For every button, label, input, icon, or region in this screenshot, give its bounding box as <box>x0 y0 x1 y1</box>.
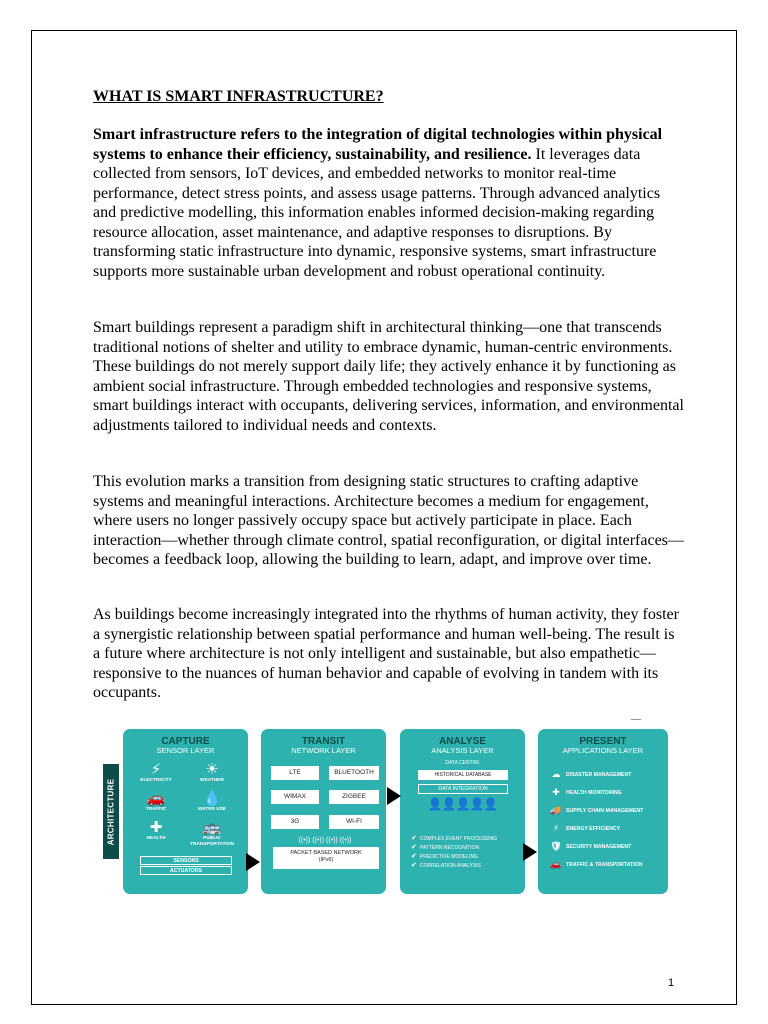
sensors-box: SENSORS <box>140 856 232 865</box>
page-number: 1 <box>668 977 675 989</box>
protocol-bluetooth: BLUETOOTH <box>329 766 379 780</box>
health-icon: ✚ HEALTH <box>146 819 166 841</box>
protocol-wimax: WIMAX <box>271 790 319 804</box>
app-security-management: 🛡 SECURITY MANAGEMENT <box>550 841 632 851</box>
transit-panel <box>261 729 386 894</box>
protocol-wifi: WI-FI <box>329 815 379 829</box>
protocol-lte: LTE <box>271 766 319 780</box>
analyse-subtitle: ANALYSIS LAYER <box>431 746 494 755</box>
capture-subtitle: SENSOR LAYER <box>156 746 215 755</box>
intro-bold-text: Smart infrastructure refers to the integration of digital technologies within physical systems to enhance their efficiency, sustainability, and resilience. <box>93 126 663 163</box>
actuators-box: ACTUATORS <box>140 866 232 875</box>
app-disaster-management: ☁ DISASTER MANAGEMENT <box>549 769 631 780</box>
app-health-monitoring: ✚ HEALTH MONITORING <box>549 787 622 798</box>
water-use-icon: 💧 WATER USE <box>197 790 227 812</box>
disaster-icon: ☁ <box>551 769 561 779</box>
app-energy-efficiency: ⚡ ENERGY EFFICIENCY <box>549 823 620 834</box>
traffic-icon: 🚗 TRAFFIC <box>145 790 167 812</box>
protocol-3g: 3G <box>271 815 319 829</box>
check-pattern-recognition: ✔ PATTERN RECOGNITION <box>411 844 480 851</box>
packet-network-box: PACKET BASED NETWORK (IPv6) <box>273 847 379 869</box>
present-panel <box>538 729 668 894</box>
check-complex-event: ✔ COMPLEX EVENT PROCESSING <box>411 835 498 842</box>
electricity-icon: ⚡ ELECTRICITY <box>140 761 172 783</box>
transit-subtitle: NETWORK LAYER <box>291 746 356 755</box>
arrow-analyse-to-present <box>523 843 537 861</box>
people-network-icon: 👤👤👤👤👤 <box>427 797 498 811</box>
arrow-transit-to-analyse <box>387 787 401 805</box>
data-centre-label: DATA CENTRE <box>445 760 480 766</box>
capture-title: CAPTURE <box>161 736 210 747</box>
architecture-side-label: ARCHITECTURE <box>103 764 119 859</box>
security-icon: 🛡 <box>550 841 562 851</box>
weather-icon: ☀ WEATHER <box>200 761 224 783</box>
page-title: WHAT IS SMART INFRASTRUCTURE? <box>93 88 384 105</box>
intro-text: It leverages data collected from sensors, IoT devices, and embedded networks to monitor real-time performance, detect stress points, and assess usage patterns. Through advanced analytics and predictive modelling, this information enables informed decision-making regarding resource allocation, asset maintenance, and adaptive responses to disruptions. By transforming static infrastructure into dynamic, responsive systems, smart infrastructure supports more sustainable urban development and robust operational continuity. <box>93 145 661 280</box>
paragraph-integration: As buildings become increasingly integrated into the rhythms of human activity, they foster a synergistic relationship between spatial performance and human well-being. The result is a future where architecture is not only intelligent and sustainable, but also empathetic—responsive to the nuances of human behavior and capable of evolving in tandem with its occupants. <box>93 606 679 701</box>
paragraph-intro <box>93 125 685 281</box>
analyse-title: ANALYSE <box>439 736 486 747</box>
app-traffic-transportation: 🚗 TRAFFIC & TRANSPORTATION <box>550 859 643 869</box>
present-subtitle: APPLICATIONS LAYER <box>562 746 644 755</box>
smart-infrastructure-diagram <box>100 716 680 900</box>
app-supply-chain: 🚚 SUPPLY CHAIN MANAGEMENT <box>550 805 644 815</box>
capture-panel <box>123 729 248 894</box>
health-monitoring-icon: ✚ <box>552 787 560 797</box>
supply-chain-icon: 🚚 <box>550 805 562 815</box>
antenna-icons: ((•)) ((•)) ((•)) ((•)) <box>298 837 352 844</box>
protocol-zigbee: ZIGBEE <box>329 790 379 804</box>
present-title: PRESENT <box>579 736 627 747</box>
energy-efficiency-icon: ⚡ <box>552 823 560 833</box>
paragraph-smart-buildings: Smart buildings represent a paradigm shift in architectural thinking—one that transcends traditional notions of shelter and utility to embrace dynamic, human-centric environments. These buildings do not merely support daily life; they actively enhance it by functioning as ambient social infrastructure. Through embedded technologies and responsive systems, smart buildings interact with occupants, delivering services, information, and environmental adjustments tailored to individual needs and contexts. <box>93 319 684 434</box>
traffic-transportation-icon: 🚗 <box>550 859 562 869</box>
check-predictive-modeling: ✔ PREDICTIVE MODELING <box>411 853 478 860</box>
analyse-panel <box>400 729 525 894</box>
transit-title: TRANSIT <box>301 736 346 747</box>
arrow-capture-to-transit <box>246 853 260 871</box>
check-correlation-analysis: ✔ CORRELATION ANALYSIS <box>411 862 481 869</box>
public-transportation-icon: 🚌 PUBLIC TRANSPORTATION <box>189 819 235 847</box>
historical-database-box: HISTORICAL DATABASE <box>418 770 508 780</box>
data-integration-box: DATA INTEGRATION <box>418 784 508 794</box>
paragraph-evolution: This evolution marks a transition from designing static structures to crafting adaptive systems and meaningful interactions. Architecture becomes a medium for engagement, where users no longer passively occupy space but actively participate in place. Each interaction—whether through climate control, spatial reconfiguration, or digital interfaces—becomes a feedback loop, allowing the building to learn, adapt, and improve over time. <box>93 473 684 568</box>
